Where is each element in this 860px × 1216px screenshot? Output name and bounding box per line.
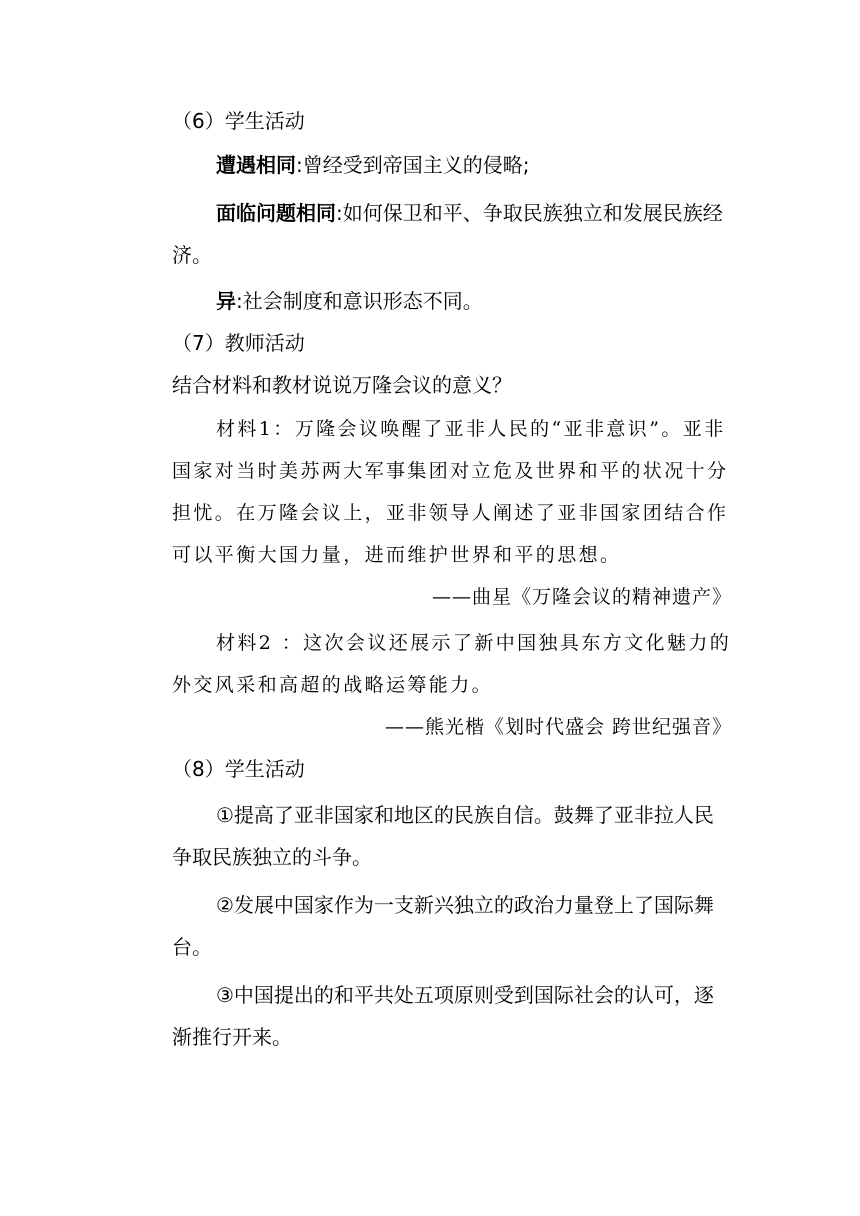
section-6-heading: （6）学生活动 — [172, 109, 305, 133]
significance-point-2: ②发展中国家作为一支新兴独立的政治力量登上了国际舞台。 — [172, 893, 714, 959]
material-2-source: ——熊光楷《划时代盛会 跨世纪强音》 — [384, 716, 732, 738]
similar-problems-paragraph — [172, 192, 732, 276]
similar-problems-label: 面临问题相同 — [216, 201, 336, 225]
section-8-heading: （8）学生活动 — [172, 757, 305, 781]
similar-problems-text: :如何保卫和平、争取民族独立和发展民族经济。 — [172, 201, 723, 267]
differences-text: :社会制度和意识形态不同。 — [236, 289, 483, 313]
material-2-quote: 材料2 ：这次会议还展示了新中国独具东方文化魅力的外交风采和高超的战略运筹能力。 — [172, 632, 732, 696]
teacher-question: 结合材料和教材说说万隆会议的意义？ — [172, 373, 512, 397]
similar-experience-paragraph — [172, 144, 732, 186]
section-7-heading: （7）教师活动 — [172, 331, 305, 355]
material-1-quote: 材料1：万隆会议唤醒了亚非人民的“亚非意识”。亚非国家对当时美苏两大军事集团对立危及世界和平的状况十分担忧。在万隆会议上，亚非领导人阐述了亚非国家团结合作可以平衡大国力量，进而维护世界和平的思想。 — [172, 418, 729, 566]
material-1-source: ——曲星《万隆会议的精神遗产》 — [431, 586, 732, 608]
similar-experience-text: :曾经受到帝国主义的侵略; — [296, 153, 530, 177]
similar-experience-label: 遭遇相同 — [216, 153, 296, 177]
significance-point-1: ①提高了亚非国家和地区的民族自信。鼓舞了亚非拉人民争取民族独立的斗争。 — [172, 803, 714, 869]
differences-label: 异 — [216, 289, 236, 313]
document-page — [172, 100, 732, 1058]
differences-paragraph — [172, 280, 732, 322]
significance-point-3: ③中国提出的和平共处五项原则受到国际社会的认可，逐渐推行开来。 — [172, 983, 714, 1049]
